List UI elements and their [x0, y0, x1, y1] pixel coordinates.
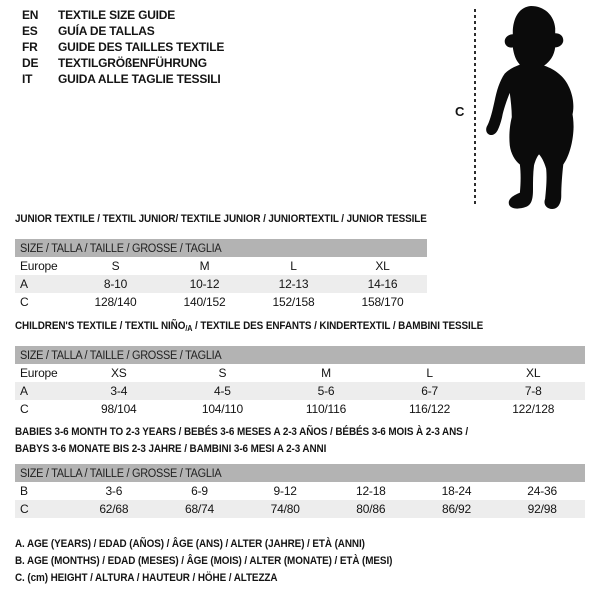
language-label: TEXTILE SIZE GUIDE	[58, 8, 176, 22]
babies-size-table	[15, 464, 585, 518]
row-label: C	[20, 502, 29, 516]
size-cell: 62/68	[99, 502, 129, 516]
size-cell: 12-13	[278, 277, 309, 291]
size-cell: 3-4	[110, 384, 128, 398]
size-cell: 86/92	[441, 502, 471, 516]
legend-line: A. AGE (YEARS) / EDAD (AÑOS) / ÂGE (ANS) / ALTER (JAHRE) / ETÀ (ANNI)	[15, 538, 365, 550]
table-row-b	[15, 482, 585, 500]
size-cell: 104/110	[201, 402, 243, 416]
size-cell: L	[290, 259, 297, 273]
size-cell: 80/86	[356, 502, 386, 516]
size-cell: 14-16	[367, 277, 398, 291]
table-row-europe	[15, 257, 427, 275]
language-code: FR	[22, 40, 38, 54]
legend-line: C. (cm) HEIGHT / ALTURA / HAUTEUR / HÖHE / ALTEZZA	[15, 572, 278, 584]
size-cell: 74/80	[270, 502, 300, 516]
table-row-europe	[15, 364, 585, 382]
language-code: EN	[22, 8, 39, 22]
junior-table-rows	[15, 257, 427, 311]
toddler-silhouette-icon	[483, 4, 585, 214]
size-header-label: SIZE / TALLA / TAILLE / GRÖSSE / TAGLIA	[20, 243, 222, 255]
size-cell: 6-9	[191, 484, 208, 498]
size-cell: 18-24	[441, 484, 472, 498]
language-row	[22, 71, 224, 87]
size-cell: 68/74	[184, 502, 214, 516]
size-cell: L	[426, 366, 433, 380]
size-cell: 4-5	[214, 384, 231, 398]
size-cell: 9-12	[273, 484, 297, 498]
row-label: C	[20, 295, 29, 309]
height-measure-label: C	[455, 104, 465, 119]
size-cell: 7-8	[524, 384, 542, 398]
size-header-label: SIZE / TALLA / TAILLE / GRÖSSE / TAGLIA	[20, 350, 222, 362]
measure-legend	[15, 536, 434, 587]
language-list	[22, 7, 224, 87]
row-label: Europe	[20, 259, 58, 273]
babies-table-title	[15, 424, 468, 458]
row-label: Europe	[20, 366, 58, 380]
size-cell: 5-6	[317, 384, 335, 398]
table-row-c	[15, 400, 585, 418]
height-measure-dashed-line	[474, 9, 476, 205]
children-size-table	[15, 346, 585, 418]
size-header-bar	[15, 464, 585, 482]
babies-table-rows	[15, 482, 585, 518]
size-cell: M	[321, 366, 331, 380]
language-row	[22, 23, 224, 39]
size-header-bar	[15, 239, 427, 257]
size-cell: 110/116	[305, 402, 347, 416]
language-row	[22, 39, 224, 55]
size-cell: M	[199, 259, 210, 273]
size-cell: 3-6	[105, 484, 123, 498]
children-table-title	[15, 318, 483, 337]
size-cell: XL	[375, 259, 390, 273]
row-label: C	[20, 402, 29, 416]
table-title-line: CHILDREN'S TEXTILE / TEXTIL $NIÑO_{/A}$ / TEXTILE DES ENFANTS / KINDERTEXTIL / BAMBINI TESSILE	[15, 320, 484, 333]
table-row-c	[15, 293, 427, 311]
language-label: TEXTILGRÖßENFÜHRUNG	[58, 56, 207, 70]
row-label: A	[20, 384, 28, 398]
size-header-bar	[15, 346, 585, 364]
size-cell: 152/158	[272, 295, 315, 309]
size-cell: 24-36	[527, 484, 557, 498]
size-cell: 6-7	[421, 384, 438, 398]
language-label: GUIDA ALLE TAGLIE TESSILI	[58, 72, 221, 86]
language-label: GUÍA DE TALLAS	[58, 24, 155, 38]
language-row	[22, 7, 224, 23]
size-header-label: SIZE / TALLA / TAILLE / GRÖSSE / TAGLIA	[20, 468, 222, 480]
language-label: GUIDE DES TAILLES TEXTILE	[58, 40, 225, 54]
children-table-rows	[15, 364, 585, 418]
table-title-line: BABIES 3-6 MONTH TO 2-3 YEARS / BEBÉS 3-6 MESES A 2-3 AÑOS / BÉBÉS 3-6 MOIS À 2-3 ANS /	[15, 426, 468, 438]
language-code: ES	[22, 24, 38, 38]
size-cell: 92/98	[527, 502, 557, 516]
size-cell: XS	[110, 366, 127, 380]
language-row	[22, 55, 224, 71]
size-cell: S	[111, 259, 120, 273]
table-row-c	[15, 500, 585, 518]
row-label: B	[20, 484, 28, 498]
size-cell: S	[218, 366, 227, 380]
table-row-a	[15, 382, 585, 400]
size-cell: 158/170	[361, 295, 404, 309]
language-code: IT	[22, 72, 33, 86]
legend-line: B. AGE (MONTHS) / EDAD (MESES) / ÂGE (MOIS) / ALTER (MONATE) / ETÀ (MESI)	[15, 555, 393, 567]
size-cell: XL	[526, 366, 541, 380]
size-cell: 98/104	[101, 402, 137, 416]
table-title-line: BABYS 3-6 MONATE BIS 2-3 JAHRE / BAMBINI 3-6 MESI A 2-3 ANNI	[15, 443, 327, 455]
junior-size-table	[15, 239, 427, 311]
size-cell: 116/122	[409, 402, 451, 416]
table-title-line: JUNIOR TEXTILE / TEXTIL JUNIOR/ TEXTILE JUNIOR / JUNIORTEXTIL / JUNIOR TESSILE	[15, 213, 427, 225]
size-cell: 8-10	[103, 277, 128, 291]
size-cell: 122/128	[512, 402, 555, 416]
table-row-a	[15, 275, 427, 293]
size-cell: 10-12	[189, 277, 220, 291]
size-cell: 140/152	[183, 295, 226, 309]
junior-table-title	[15, 211, 427, 228]
row-label: A	[20, 277, 28, 291]
size-cell: 128/140	[94, 295, 137, 309]
size-cell: 12-18	[355, 484, 386, 498]
language-code: DE	[22, 56, 39, 70]
